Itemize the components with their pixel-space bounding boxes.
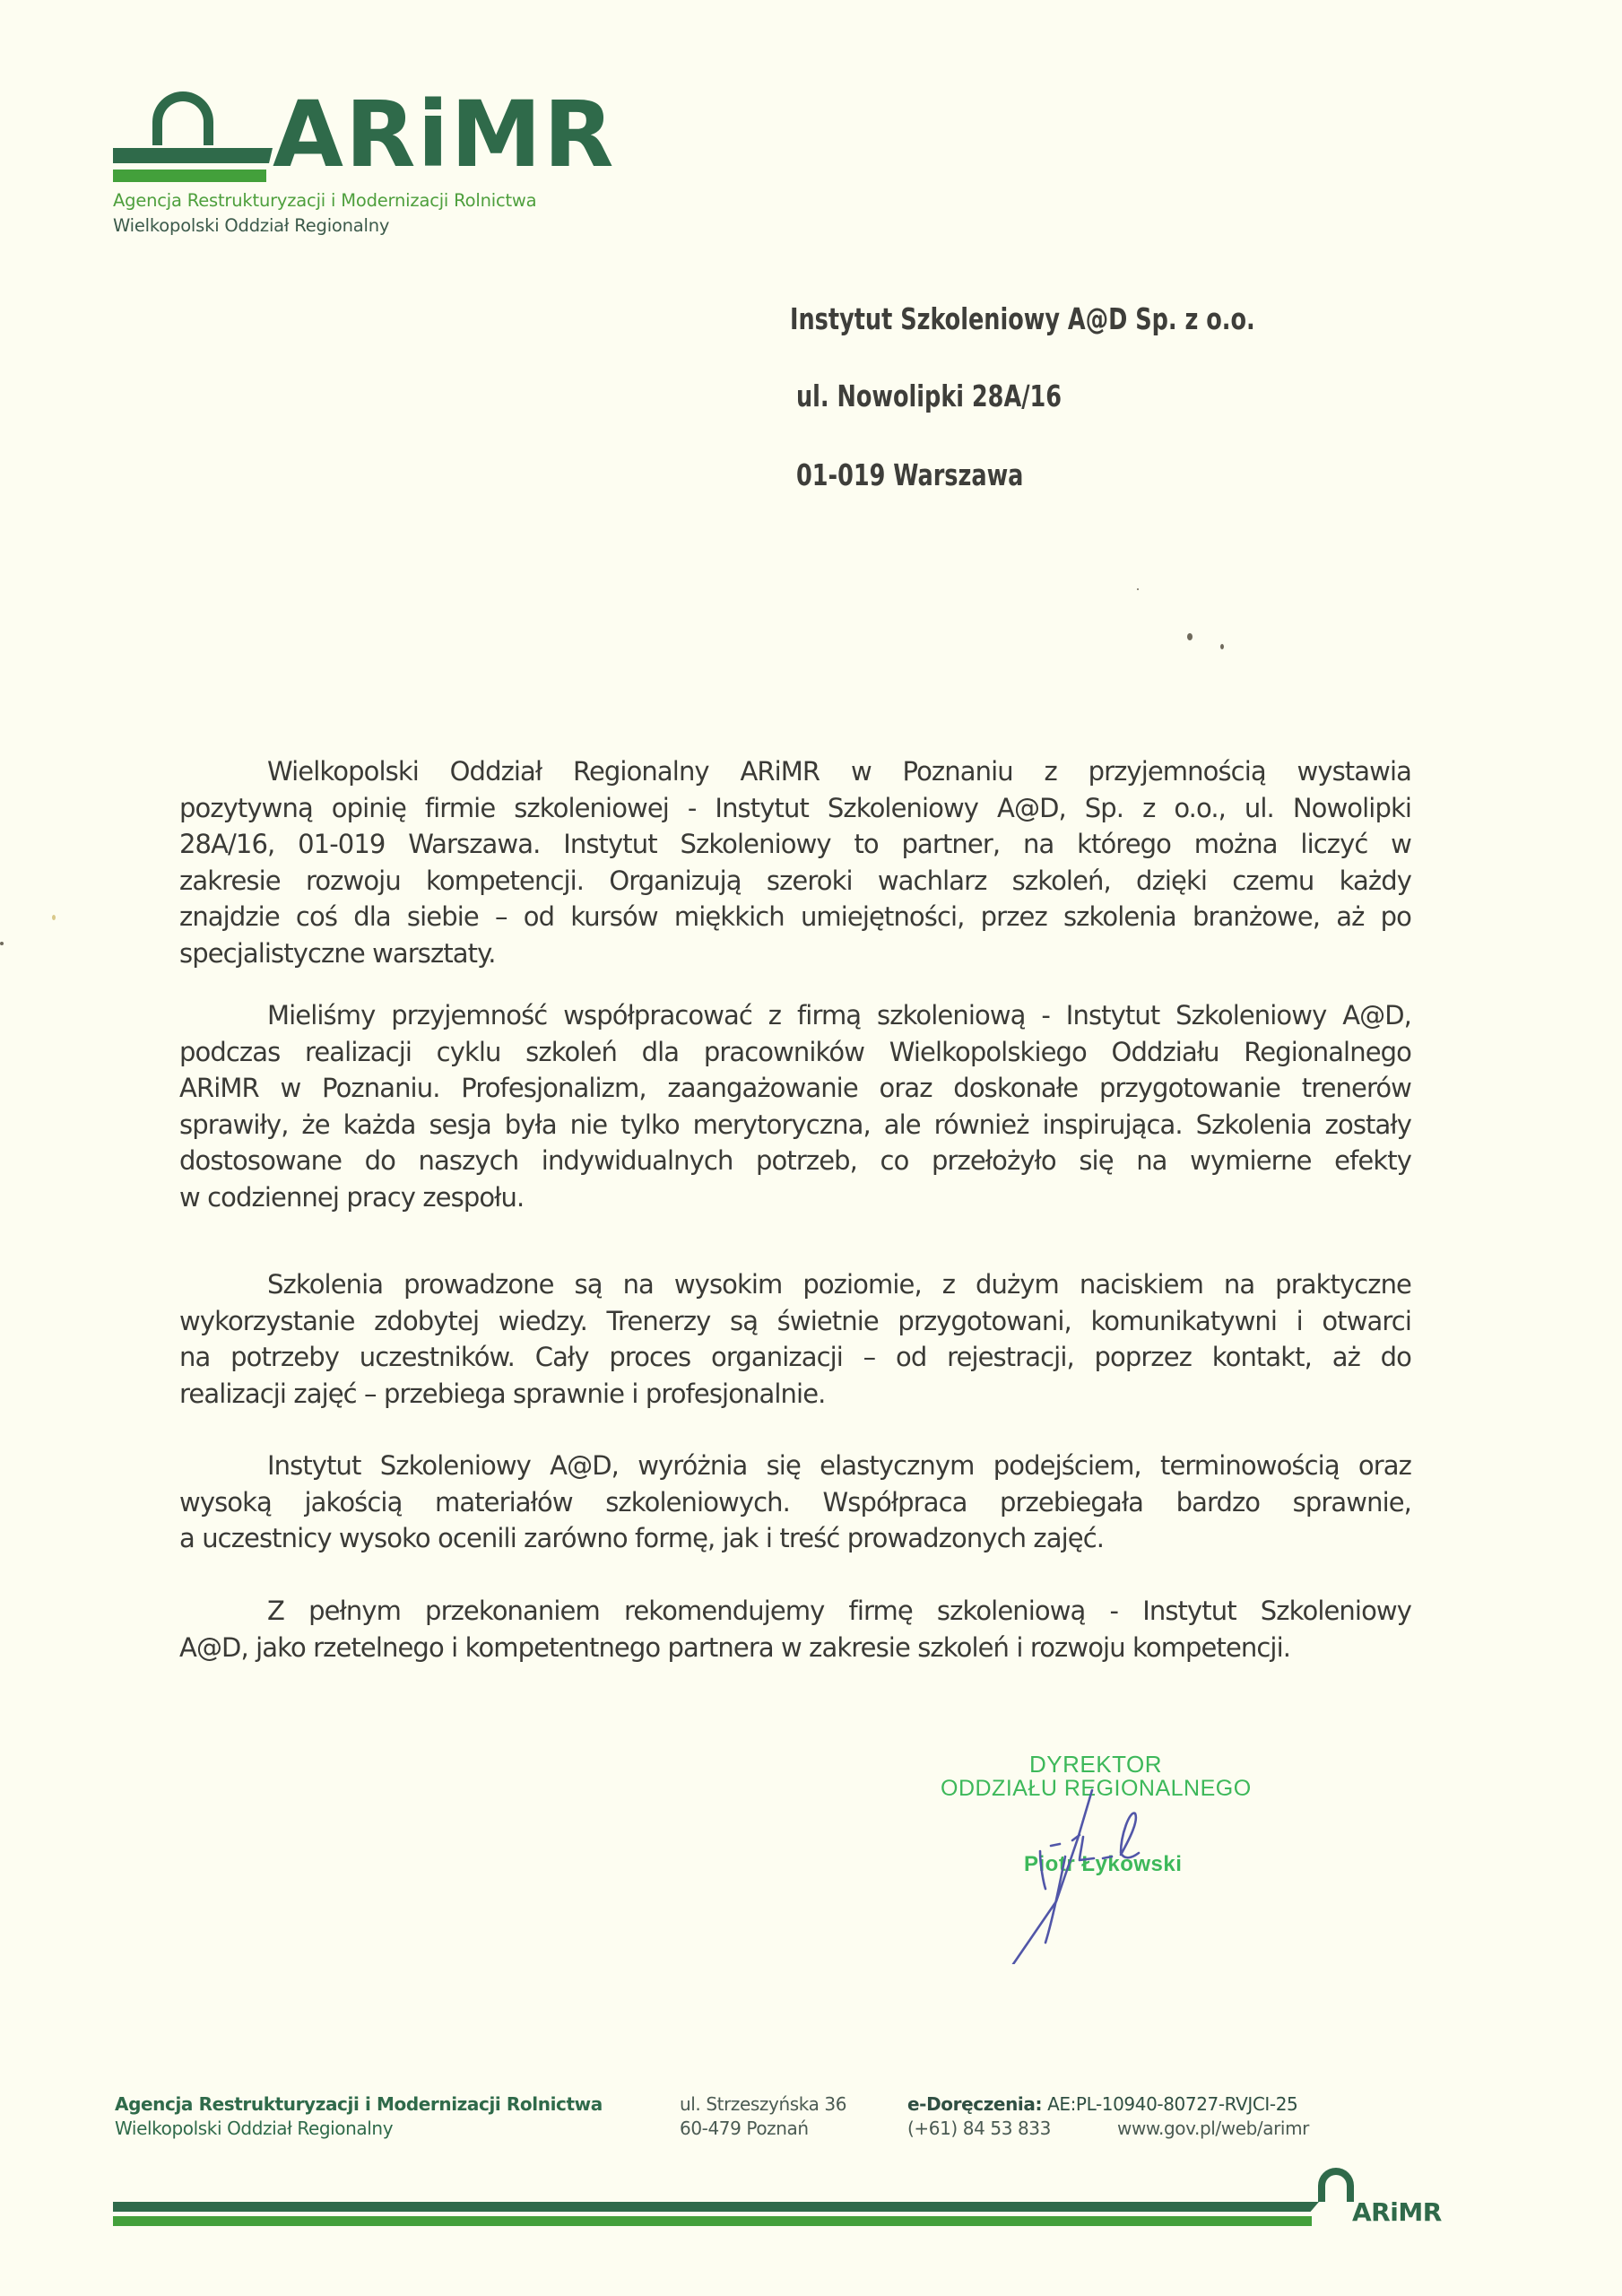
scan-speck <box>1187 633 1193 640</box>
body-line: wykorzystanie zdobytej wiedzy. Trenerzy są świetnie przygotowani, komunikatywni i otwarci <box>179 1305 1411 1336</box>
footer-street: ul. Strzeszyńska 36 <box>680 2093 847 2115</box>
body-paragraph <box>179 997 1411 1216</box>
arimr-arch-emblem-icon <box>113 79 274 187</box>
body-line: sprawiły, że każda sesja była nie tylko merytoryczna, ale również inspirująca. Szkolenia zostały <box>179 1109 1411 1140</box>
logo-wordmark: ARiMR <box>273 82 616 188</box>
footer-e-delivery <box>907 2093 1297 2115</box>
branch-name: Wielkopolski Oddział Regionalny <box>113 215 390 236</box>
scan-speck <box>1137 588 1139 590</box>
body-line: znajdzie coś dla siebie – od kursów miękkich umiejętności, przez szkolenia branżowe, aż po <box>179 901 1411 933</box>
footer-arimr-logo <box>1318 2164 1488 2236</box>
stamp-unit: ODDZIAŁU REGIONALNEGO <box>941 1776 1252 1801</box>
body-line: w codziennej pracy zespołu. <box>179 1181 525 1213</box>
footer-light-green-stripe <box>113 2216 1312 2226</box>
footer-agency-name: Agencja Restrukturyzacji i Modernizacji Rolnictwa <box>115 2093 603 2115</box>
body-line: a uczestnicy wysoko ocenili zarówno formę, jak i treść prowadzonych zajęć. <box>179 1523 1105 1554</box>
body-line: pozytywną opinię firmie szkoleniowej - Instytut Szkoleniowy A@D, Sp. z o.o., ul. Nowolipki <box>179 792 1411 823</box>
scan-speck <box>0 942 4 945</box>
body-line: Instytut Szkoleniowy A@D, wyróżnia się elastycznym podejściem, terminowością oraz <box>267 1450 1411 1481</box>
scan-speck <box>52 915 56 920</box>
body-line: Z pełnym przekonaniem rekomendujemy firmę szkoleniową - Instytut Szkoleniowy <box>267 1596 1411 1626</box>
body-line: Wielkopolski Oddział Regionalny ARiMR w Poznaniu z przyjemnością wystawia <box>267 756 1411 787</box>
body-line: podczas realizacji cyklu szkoleń dla pracowników Wielkopolskiego Oddziału Regionalnego <box>179 1036 1411 1067</box>
body-line: dostosowane do naszych indywidualnych potrzeb, co przełożyło się na wymierne efekty <box>179 1145 1411 1177</box>
footer-branch-name: Wielkopolski Oddział Regionalny <box>115 2118 394 2139</box>
addressee-city: 01-019 Warszawa <box>796 457 1024 492</box>
body-line: 28A/16, 01-019 Warszawa. Instytut Szkoleniowy to partner, na którego można liczyć w <box>179 829 1411 860</box>
body-line: wysoką jakością materiałów szkoleniowych. Współpraca przebiegała bardzo sprawnie, <box>179 1486 1411 1518</box>
footer-city: 60-479 Poznań <box>680 2118 809 2139</box>
scan-speck <box>1220 644 1224 649</box>
body-line: A@D, jako rzetelnego i kompetentnego partnera w zakresie szkoleń i rozwoju kompetencji. <box>179 1631 1291 1663</box>
footer-phone[interactable]: (+61) 84 53 833 <box>907 2118 1051 2139</box>
body-line: ARiMR w Poznaniu. Profesjonalizm, zaangażowanie oraz doskonałe przygotowanie trenerów <box>179 1073 1411 1104</box>
addressee-street: ul. Nowolipki 28A/16 <box>796 378 1063 413</box>
stamp-title: DYREKTOR <box>1029 1751 1162 1778</box>
arimr-arch-emblem-icon <box>1318 2164 1372 2202</box>
body-line: realizacji zajęć – przebiega sprawnie i profesjonalnie. <box>179 1378 826 1409</box>
arimr-logo <box>113 79 616 236</box>
body-line: zakresie rozwoju kompetencji. Organizują szeroki wachlarz szkoleń, dzięki czemu każdy <box>179 865 1411 896</box>
body-line: Szkolenia prowadzone są na wysokim poziomie, z dużym naciskiem na praktyczne <box>267 1269 1411 1300</box>
body-paragraph <box>179 1448 1411 1557</box>
e-delivery-label: e-Doręczenia: <box>907 2093 1043 2115</box>
footer-logo-wordmark: ARiMR <box>1352 2197 1442 2227</box>
body-paragraph <box>179 1266 1411 1412</box>
footer-dark-green-stripe <box>113 2202 1319 2212</box>
agency-name: Agencja Restrukturyzacji i Modernizacji Rolnictwa <box>113 190 537 211</box>
body-line: na potrzeby uczestników. Cały proces organizacji – od rejestracji, poprzez kontakt, aż do <box>179 1342 1411 1373</box>
addressee-company: Instytut Szkoleniowy A@D Sp. z o.o. <box>790 301 1255 336</box>
footer-website-link[interactable]: www.gov.pl/web/arimr <box>1117 2118 1309 2139</box>
body-line: specjalistyczne warsztaty. <box>179 937 496 969</box>
stamp-name: Piotr Łykowski <box>1024 1852 1183 1876</box>
e-delivery-address: AE:PL-10940-80727-RVJCI-25 <box>1047 2093 1298 2115</box>
handwritten-signature <box>986 1785 1255 1964</box>
body-paragraph <box>179 1593 1411 1665</box>
body-line: Mieliśmy przyjemność współpracować z firmą szkoleniową - Instytut Szkoleniowy A@D, <box>267 1000 1411 1031</box>
body-paragraph <box>179 753 1411 972</box>
